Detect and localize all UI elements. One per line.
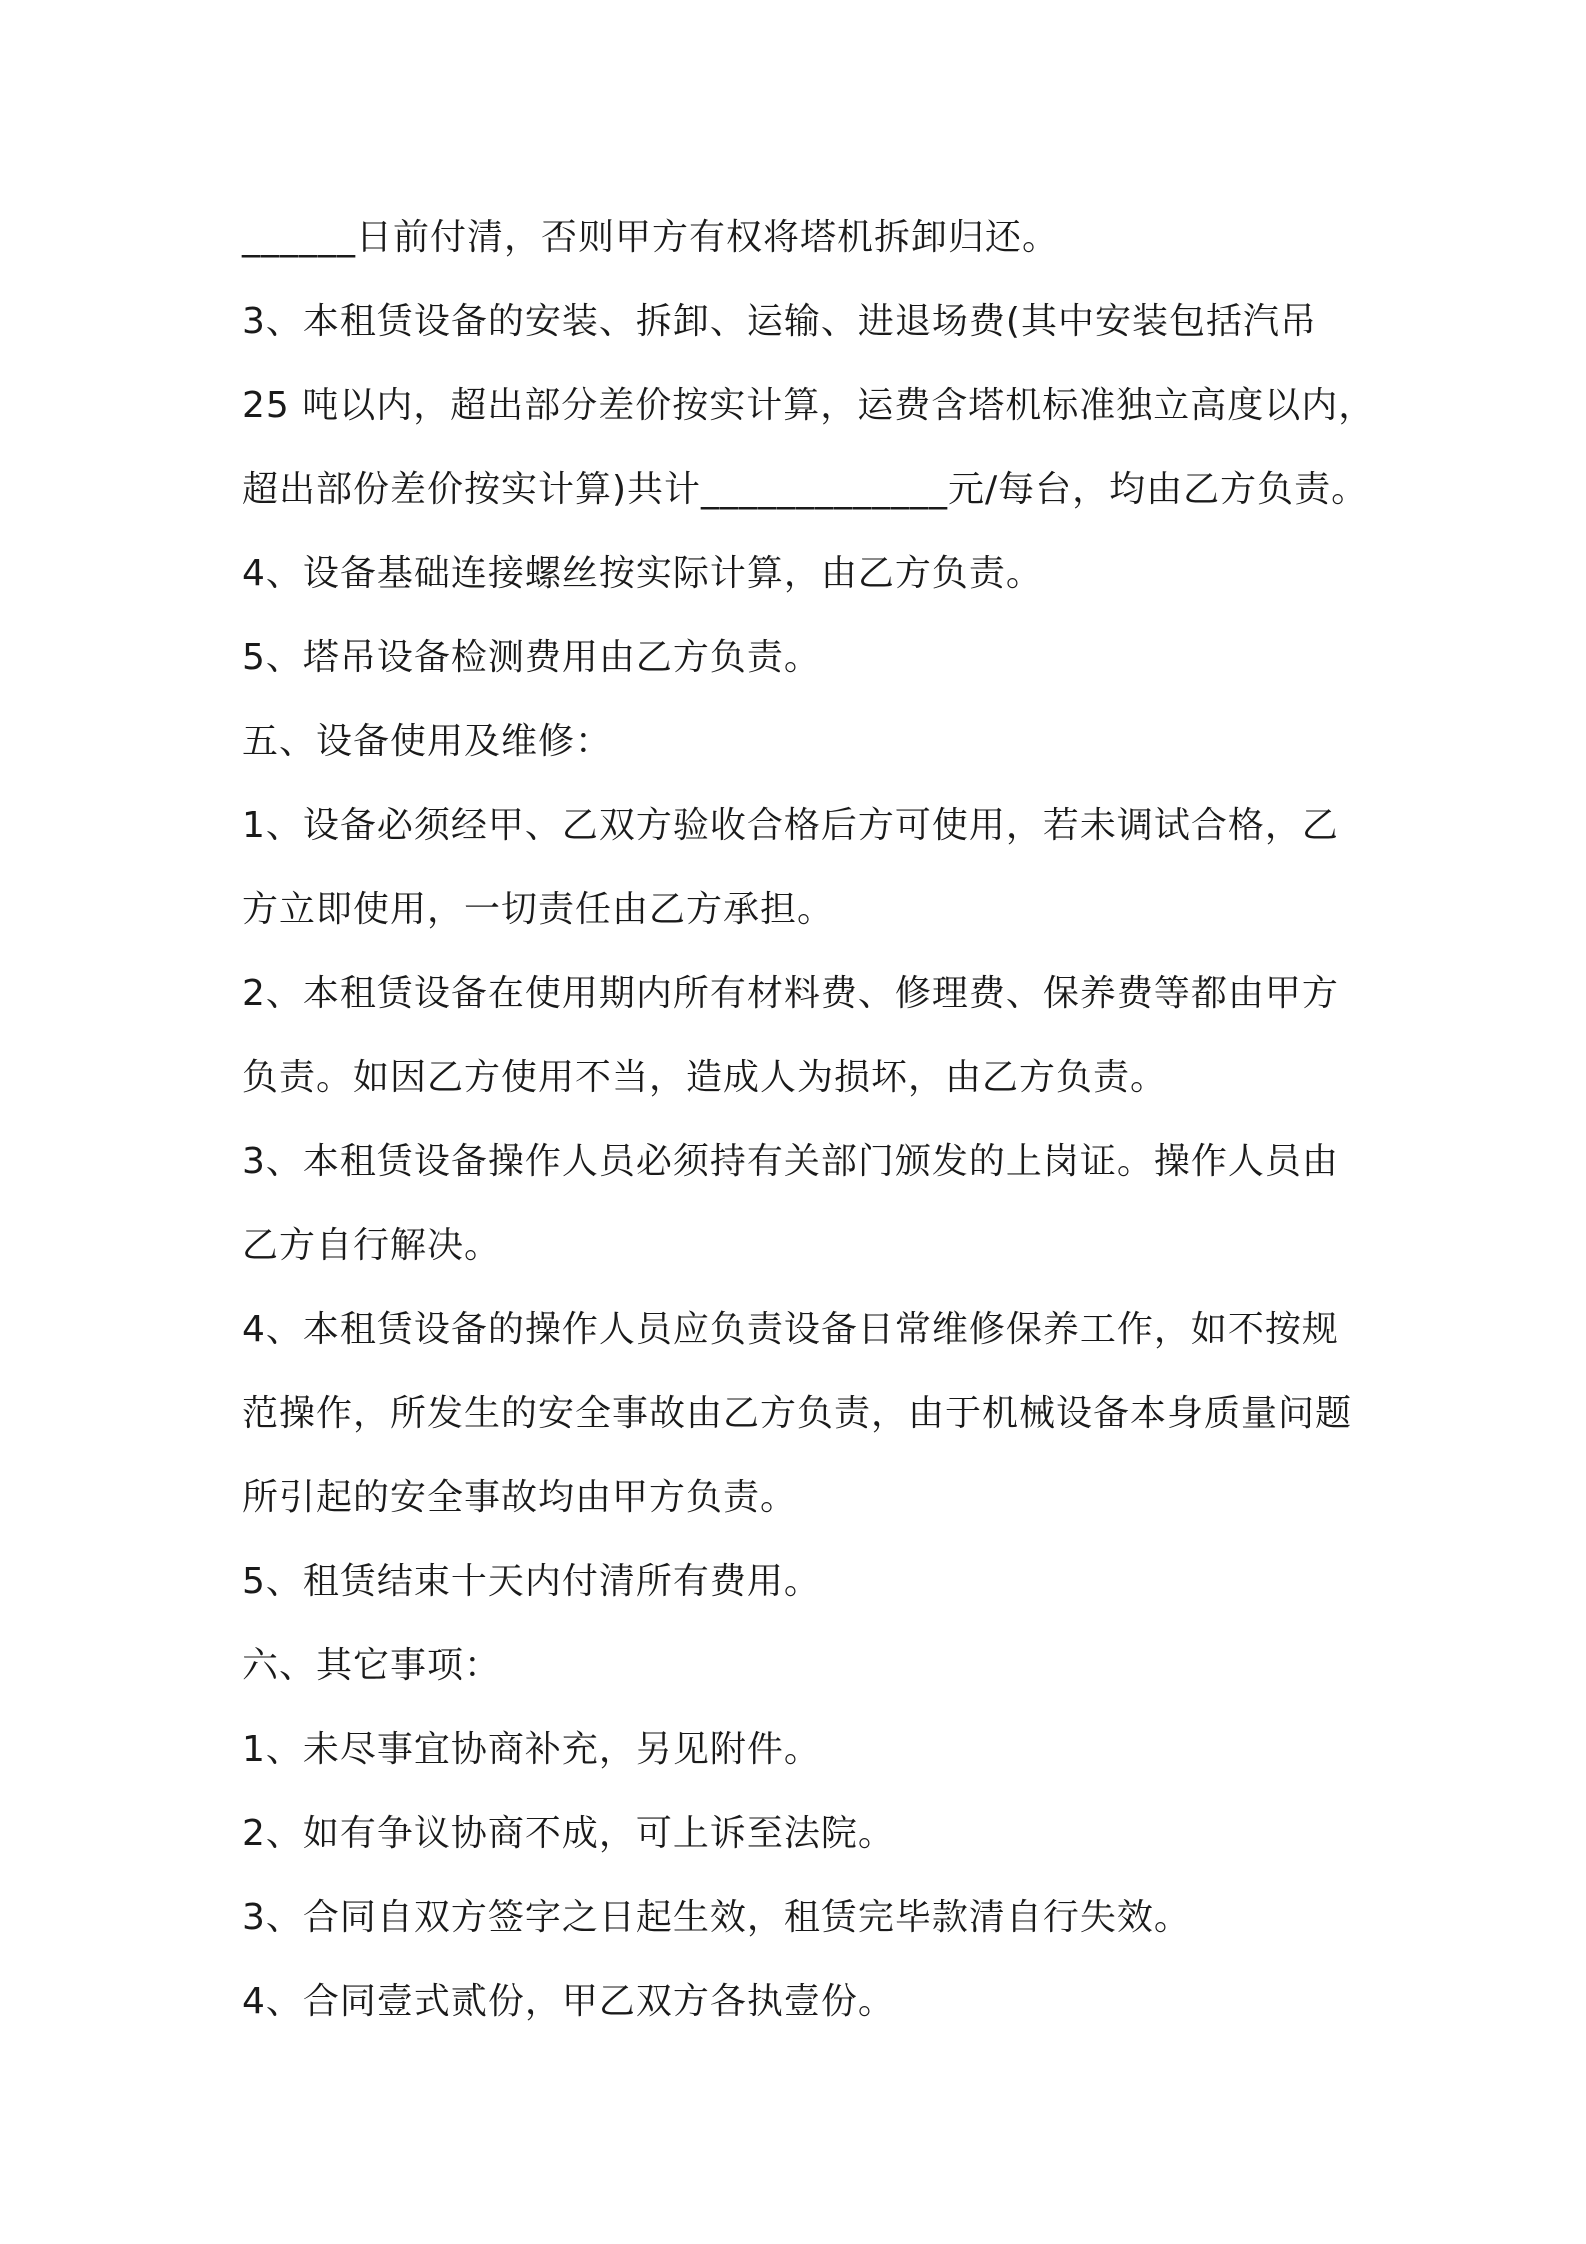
section-5-heading: 五、设备使用及维修： bbox=[242, 721, 613, 762]
payment-deadline-line: ______日前付清，否则甲方有权将塔机拆卸归还。 bbox=[242, 217, 1060, 258]
other-clause-1: 1、未尽事宜协商补充，另见附件。 bbox=[242, 1729, 821, 1770]
clause-3-total-amount: 超出部份差价按实计算)共计_____________元/每台，均由乙方负责。 bbox=[242, 469, 1369, 510]
usage-clause-3: 3、本租赁设备操作人员必须持有关部门颁发的上岗证。操作人员由 bbox=[242, 1141, 1339, 1182]
other-clause-4: 4、合同壹式贰份，甲乙双方各执壹份。 bbox=[242, 1981, 895, 2022]
usage-clause-1-continuation: 方立即使用，一切责任由乙方承担。 bbox=[242, 889, 835, 930]
usage-clause-4: 4、本租赁设备的操作人员应负责设备日常维修保养工作，如不按规 bbox=[242, 1309, 1339, 1350]
usage-clause-4-continuation-1: 范操作，所发生的安全事故由乙方负责，由于机械设备本身质量问题 bbox=[242, 1393, 1353, 1434]
clause-5-inspection-fee: 5、塔吊设备检测费用由乙方负责。 bbox=[242, 637, 821, 678]
clause-3-installation-fee: 3、本租赁设备的安装、拆卸、运输、进退场费(其中安装包括汽吊 bbox=[242, 301, 1317, 342]
other-clause-2: 2、如有争议协商不成，可上诉至法院。 bbox=[242, 1813, 895, 1854]
document-body bbox=[242, 196, 1382, 2044]
usage-clause-3-continuation: 乙方自行解决。 bbox=[242, 1225, 502, 1266]
usage-clause-1: 1、设备必须经甲、乙双方验收合格后方可使用，若未调试合格，乙 bbox=[242, 805, 1339, 846]
usage-clause-5: 5、租赁结束十天内付清所有费用。 bbox=[242, 1561, 821, 1602]
usage-clause-4-continuation-2: 所引起的安全事故均由甲方负责。 bbox=[242, 1477, 798, 1518]
usage-clause-2-continuation: 负责。如因乙方使用不当，造成人为损坏，由乙方负责。 bbox=[242, 1057, 1168, 1098]
clause-3-continuation: 25 吨以内，超出部分差价按实计算，运费含塔机标准独立高度以内， bbox=[242, 385, 1376, 426]
other-clause-3: 3、合同自双方签字之日起生效，租赁完毕款清自行失效。 bbox=[242, 1897, 1191, 1938]
usage-clause-2: 2、本租赁设备在使用期内所有材料费、修理费、保养费等都由甲方 bbox=[242, 973, 1339, 1014]
clause-4-foundation-bolts: 4、设备基础连接螺丝按实际计算，由乙方负责。 bbox=[242, 553, 1043, 594]
section-6-heading: 六、其它事项： bbox=[242, 1645, 502, 1686]
